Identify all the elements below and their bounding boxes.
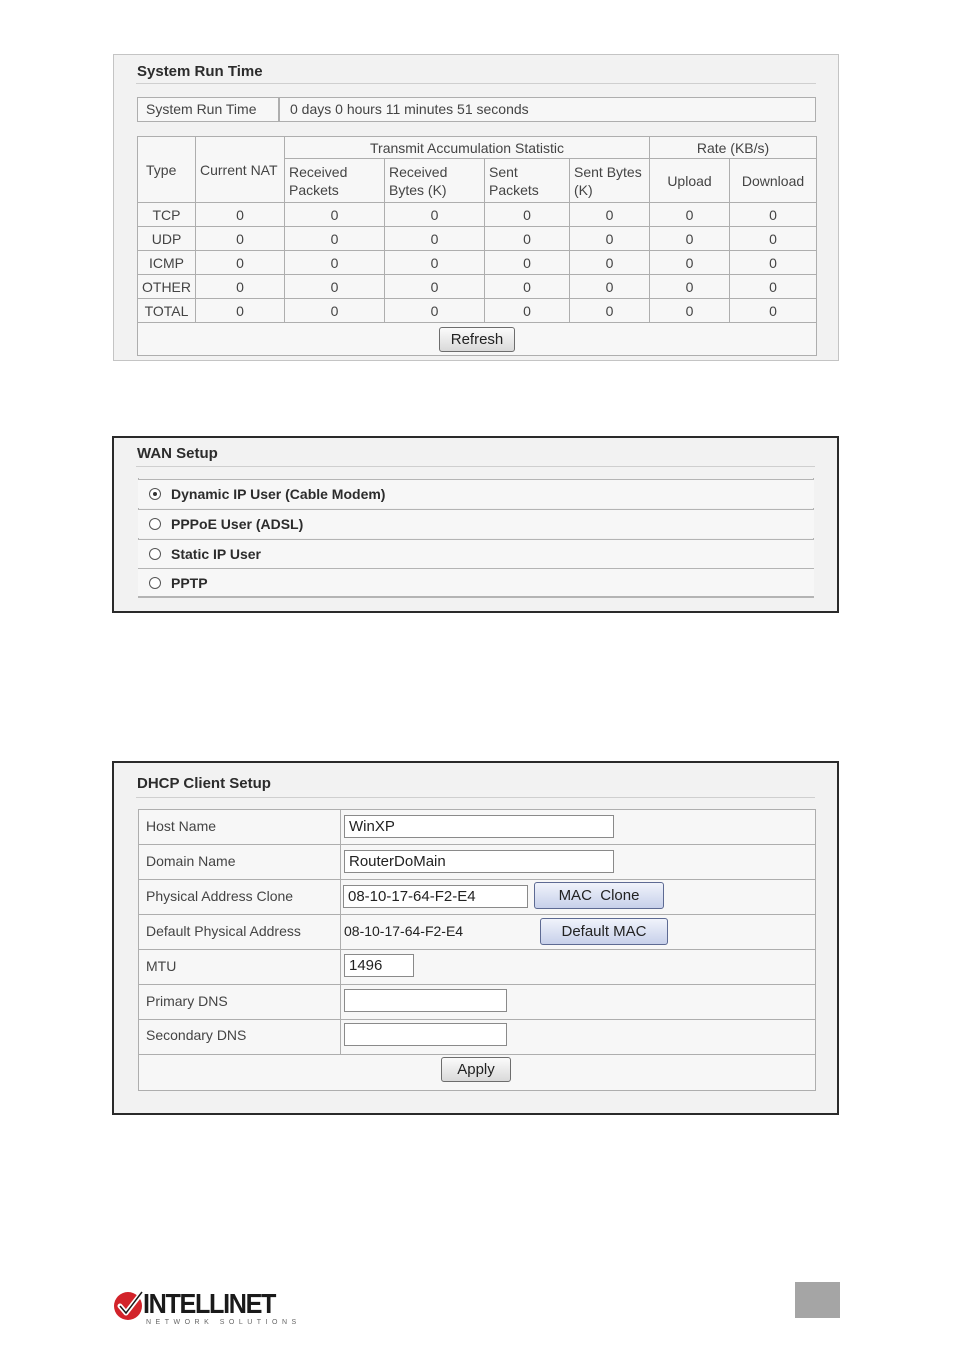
wan-setup-panel — [112, 436, 839, 613]
row-value: 0 — [570, 275, 650, 299]
system-run-time-panel — [113, 54, 839, 361]
secondary-dns-label: Secondary DNS — [146, 1027, 247, 1043]
panel-title: WAN Setup — [137, 445, 218, 462]
wan-option-pppoe[interactable]: PPPoE User (ADSL) — [138, 509, 814, 538]
header-received-packets: Received Packets — [285, 159, 385, 203]
apply-button[interactable]: Apply — [441, 1057, 511, 1082]
radio-icon[interactable] — [149, 548, 161, 560]
row-value: 0 — [570, 251, 650, 275]
row-value: 0 — [570, 299, 650, 323]
title-divider — [136, 83, 816, 84]
run-time-label-cell — [137, 97, 279, 122]
radio-icon[interactable] — [149, 577, 161, 589]
dhcp-client-setup-panel — [112, 761, 839, 1115]
physical-address-clone-input[interactable] — [343, 885, 528, 908]
table-row — [138, 275, 817, 299]
title-divider — [136, 466, 815, 467]
row-value: 0 — [196, 251, 285, 275]
row-value: 0 — [650, 299, 730, 323]
row-value: 0 — [385, 299, 485, 323]
row-value: 0 — [485, 275, 570, 299]
row-type: TCP — [138, 203, 196, 227]
primary-dns-input[interactable] — [344, 989, 507, 1012]
radio-icon[interactable] — [149, 518, 161, 530]
row-value: 0 — [485, 251, 570, 275]
wan-option-static-ip[interactable]: Static IP User — [138, 539, 814, 568]
brand-name: INTELLINET — [143, 1288, 276, 1319]
table-row — [138, 227, 817, 251]
row-value: 0 — [730, 275, 817, 299]
row-type: ICMP — [138, 251, 196, 275]
header-sent-packets: Sent Packets — [485, 159, 570, 203]
row-value: 0 — [730, 203, 817, 227]
row-value: 0 — [570, 203, 650, 227]
header-sent-bytes: Sent Bytes (K) — [570, 159, 650, 203]
row-value: 0 — [196, 275, 285, 299]
row-value: 0 — [485, 227, 570, 251]
panel-title: System Run Time — [137, 63, 263, 80]
row-value: 0 — [196, 299, 285, 323]
row-value: 0 — [730, 251, 817, 275]
page-number-tab — [795, 1282, 840, 1318]
radio-selected-icon[interactable] — [149, 488, 161, 500]
header-current-nat: Current NAT — [196, 137, 285, 203]
row-value: 0 — [485, 203, 570, 227]
row-value: 0 — [196, 203, 285, 227]
host-name-input[interactable] — [344, 815, 614, 838]
primary-dns-label: Primary DNS — [146, 993, 228, 1009]
mtu-label: MTU — [146, 958, 177, 974]
secondary-dns-input[interactable] — [344, 1023, 507, 1046]
row-type: OTHER — [138, 275, 196, 299]
physical-address-clone-label: Physical Address Clone — [146, 888, 294, 904]
refresh-button[interactable]: Refresh — [439, 327, 515, 352]
row-value: 0 — [650, 251, 730, 275]
run-time-value-cell — [279, 97, 816, 122]
panel-title: DHCP Client Setup — [137, 775, 271, 792]
row-value: 0 — [196, 227, 285, 251]
intellinet-logo — [112, 1289, 322, 1329]
row-value: 0 — [385, 251, 485, 275]
default-mac-button[interactable]: Default MAC — [540, 918, 668, 945]
statistics-table — [137, 136, 817, 356]
table-row — [138, 203, 817, 227]
domain-name-label: Domain Name — [146, 853, 236, 869]
domain-name-input[interactable] — [344, 850, 614, 873]
checkmark-logo-icon — [112, 1289, 145, 1322]
row-value: 0 — [385, 275, 485, 299]
row-value: 0 — [385, 227, 485, 251]
title-divider — [136, 797, 815, 798]
row-value: 0 — [570, 227, 650, 251]
header-transmit-group: Transmit Accumulation Statistic — [285, 137, 650, 159]
default-physical-address-value: 08-10-17-64-F2-E4 — [344, 923, 464, 939]
wan-option-pptp[interactable]: PPTP — [138, 568, 814, 597]
row-value: 0 — [730, 299, 817, 323]
header-type: Type — [138, 137, 196, 203]
row-value: 0 — [650, 227, 730, 251]
row-value: 0 — [285, 203, 385, 227]
row-value: 0 — [285, 227, 385, 251]
run-time-value: 0 days 0 hours 11 minutes 51 seconds — [290, 101, 529, 117]
row-value: 0 — [285, 275, 385, 299]
table-row — [138, 251, 817, 275]
header-rate-group: Rate (KB/s) — [650, 137, 817, 159]
row-value: 0 — [285, 251, 385, 275]
run-time-label: System Run Time — [146, 101, 257, 117]
row-type: TOTAL — [138, 299, 196, 323]
row-value: 0 — [650, 203, 730, 227]
row-value: 0 — [285, 299, 385, 323]
mac-clone-button[interactable]: MAC Clone — [534, 882, 664, 909]
brand-tagline: NETWORK SOLUTIONS — [146, 1319, 301, 1326]
header-upload: Upload — [650, 159, 730, 203]
host-name-label: Host Name — [146, 818, 217, 834]
row-value: 0 — [650, 275, 730, 299]
default-physical-address-label: Default Physical Address — [146, 923, 301, 939]
mtu-input[interactable] — [344, 954, 414, 977]
row-value: 0 — [385, 203, 485, 227]
row-value: 0 — [730, 227, 817, 251]
table-row — [138, 299, 817, 323]
row-value: 0 — [485, 299, 570, 323]
header-received-bytes: Received Bytes (K) — [385, 159, 485, 203]
header-download: Download — [730, 159, 817, 203]
row-type: UDP — [138, 227, 196, 251]
wan-option-dynamic-ip[interactable]: Dynamic IP User (Cable Modem) — [138, 479, 814, 508]
